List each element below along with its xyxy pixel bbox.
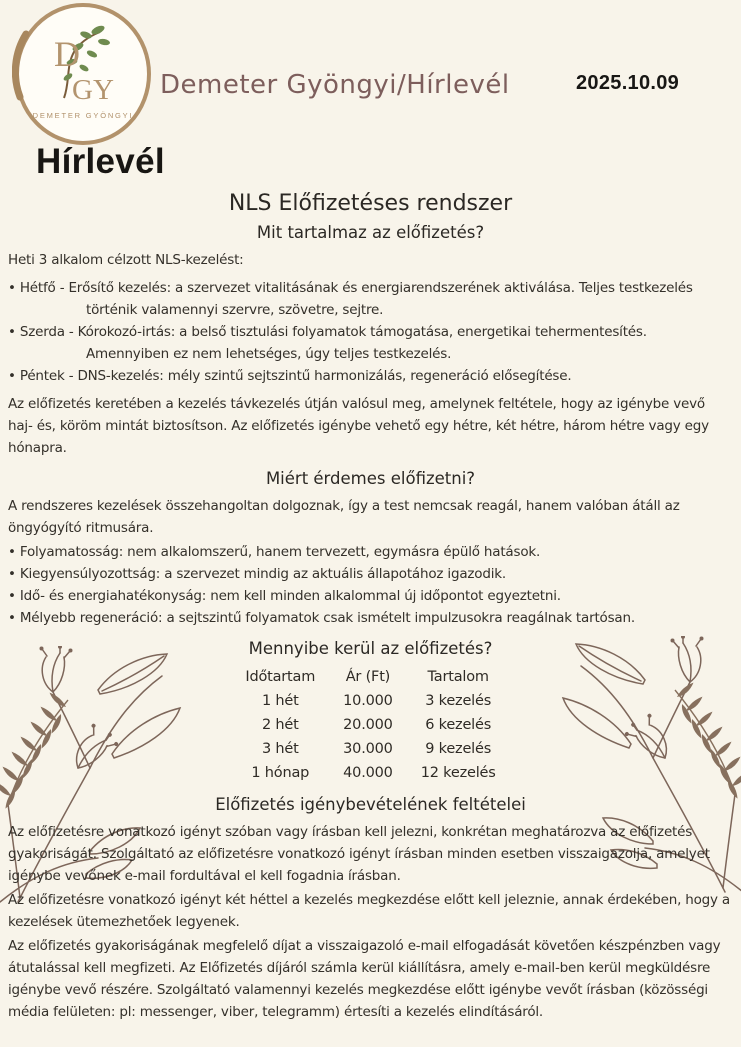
list-item: • Idő- és energiahatékonyság: nem kell minden alkalommal új időpontot egyeztetni. [8, 585, 733, 607]
intro-line: Heti 3 alkalom célzott NLS-kezelést: [8, 252, 244, 268]
list-item: • Folyamatosság: nem alkalomszerű, hanem tervezett, egymásra épülő hatások. [8, 541, 733, 563]
section-heading-terms: Előfizetés igénybevételének feltételei [215, 795, 526, 814]
brand-logo [12, 2, 154, 146]
table-row [231, 737, 509, 761]
logo-monogram-d: D [54, 34, 80, 74]
header-date: 2025.10.09 [576, 72, 680, 94]
logo-name: DEMETER GYÖNGYI [32, 111, 134, 120]
header-title: Demeter Gyöngyi/Hírlevél [160, 70, 510, 100]
page-title: Hírlevél [36, 142, 165, 181]
subscription-paragraph: Az előfizetés keretében a kezelés távkezelés útján valósul meg, amelynek feltétele, hogy az igénybe vevő haj- és, köröm mintát biztosítson. Az előfizetés igénybe vehető egy hétre, két hétre, három hétre vagy egy hónapra. [8, 396, 709, 456]
section-heading-what: Mit tartalmaz az előfizetés? [256, 223, 485, 242]
cell-duration: 3 hét [261, 741, 299, 757]
column-header-price: Ár (Ft) [345, 669, 391, 685]
list-item: • Péntek - DNS-kezelés: mély szintű sejtszintű harmonizálás, regeneráció elősegítése. [8, 365, 733, 387]
column-header-content: Tartalom [427, 669, 489, 685]
table-row [231, 761, 509, 785]
list-item: • Szerda - Kórokozó-irtás: a belső tisztulási folyamatok támogatása, energetikai tehermentesítés. Amennyiben ez nem lehetséges, úgy teljes testkezelés. [8, 321, 733, 365]
cell-content: 9 kezelés [425, 741, 492, 757]
cell-content: 3 kezelés [425, 693, 492, 709]
section-heading-pricing: Mennyibe kerül az előfizetés? [248, 639, 493, 658]
newsletter-body [8, 191, 733, 1023]
terms-paragraph: Az előfizetésre vonatkozó igényt szóban vagy írásban kell jelezni, konkrétan meghatározva az előfizetés gyakoriságát. Szolgáltató az előfizetésre vonatkozó igényt írásban minden esetben visszaigazolja, amelyet igénybe vevőnek e-mail fordultával el kell fogadnia írásban. [8, 824, 710, 884]
cell-price: 20.000 [343, 717, 393, 733]
logo-monogram-gy: GY [72, 74, 114, 106]
column-header-duration: Időtartam [245, 669, 316, 685]
table-row [231, 689, 509, 713]
table-header-row [231, 665, 509, 689]
cell-price: 30.000 [343, 741, 393, 757]
cell-content: 6 kezelés [425, 717, 492, 733]
table-row [231, 713, 509, 737]
benefits-list [8, 541, 733, 629]
list-item: • Hétfő - Erősítő kezelés: a szervezet vitalitásának és energiarendszerének aktiválása. Teljes testkezelés történik valamennyi szervre, szövetre, sejtre. [8, 277, 733, 321]
section-heading-why: Miért érdemes előfizetni? [265, 469, 476, 488]
why-paragraph: A rendszeres kezelések összehangoltan dolgoznak, így a test nemcsak reagál, hanem valóban átáll az öngyógyító ritmusára. [8, 498, 680, 536]
list-item: • Kiegyensúlyozottság: a szervezet mindig az aktuális állapotához igazodik. [8, 563, 733, 585]
terms-paragraph: Az előfizetés gyakoriságának megfelelő díjat a visszaigazoló e-mail elfogadását követően készpénzben vagy átutalással kell megfizeti. Az Előfizetés díjáról számla kerül kiállításra, amely e-mail-ben kerül megküldésre igénybe vevő részére. Szolgáltató valamennyi kezelés megkezdése előtt igénybe vevőt írásban (közösségi média felületen: pl: messenger, viber, telegramm) értesíti a kezelés elindításáról. [8, 938, 721, 1020]
section-heading-subscription: NLS Előfizetéses rendszer [228, 191, 513, 216]
list-item: • Mélyebb regeneráció: a sejtszintű folyamatok csak ismételt impulzusokra reagálnak tartósan. [8, 607, 733, 629]
cell-price: 10.000 [343, 693, 393, 709]
cell-content: 12 kezelés [420, 765, 496, 781]
cell-duration: 1 hónap [251, 765, 310, 781]
cell-price: 40.000 [343, 765, 393, 781]
schedule-list [8, 277, 733, 387]
pricing-table [231, 665, 509, 785]
cell-duration: 1 hét [261, 693, 299, 709]
terms-paragraph: Az előfizetésre vonatkozó igényt két héttel a kezelés megkezdése előtt kell jeleznie, annak érdekében, hogy a kezelések ütemezhetőek legyenek. [8, 892, 731, 930]
cell-duration: 2 hét [261, 717, 299, 733]
